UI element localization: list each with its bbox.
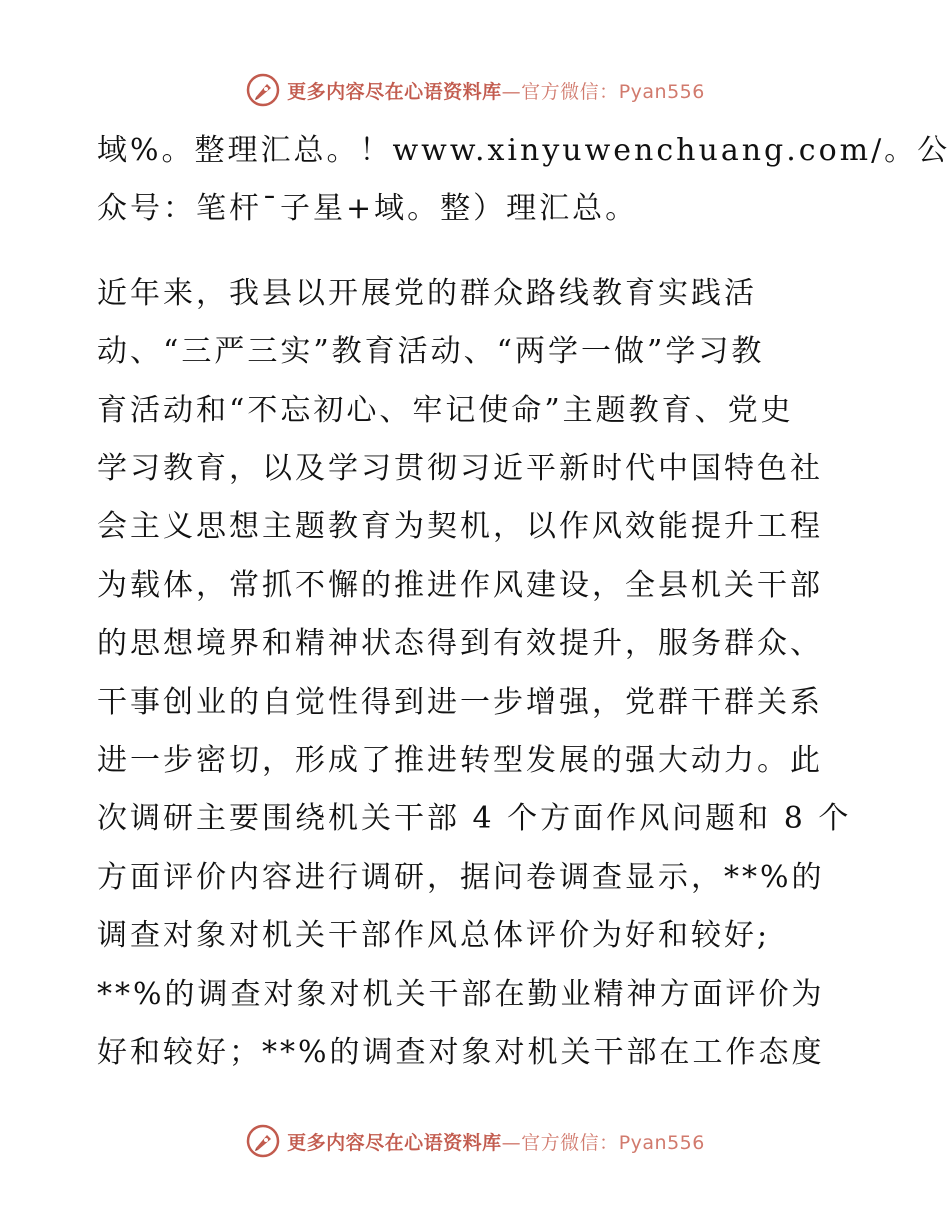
footer-banner-main: 更多内容尽在心语资料库 — [287, 1131, 502, 1154]
text-line: 为载体，常抓不懈的推进作风建设，全县机关干部 — [97, 567, 823, 603]
text-line: 方面评价内容进行调研，据问卷调查显示，**%的 — [97, 859, 825, 895]
pen-nib-logo-icon — [245, 1123, 281, 1159]
text-line: 育活动和“不忘初心、牢记使命”主题教育、党史 — [97, 392, 794, 428]
text-line: 会主义思想主题教育为契机，以作风效能提升工程 — [97, 509, 823, 545]
text-line: 进一步密切，形成了推进转型发展的强大动力。此 — [97, 743, 823, 779]
text-line: **%的调查对象对机关干部在勤业精神方面评价为 — [97, 976, 825, 1012]
text-line: 域%。整理汇总。！www.xinyuwenchuang.com/。公 — [97, 133, 950, 168]
text-line: 学习教育，以及学习贯彻习近平新时代中国特色社 — [97, 451, 823, 487]
header-banner-id: Pyan556 — [618, 80, 705, 103]
footer-watermark-banner — [0, 1121, 950, 1161]
text-line: 的思想境界和精神状态得到有效提升，服务群众、 — [97, 626, 823, 662]
header-watermark-banner — [0, 70, 950, 110]
text-line: 次调研主要围绕机关干部 4 个方面作风问题和 8 个 — [97, 801, 852, 837]
header-banner-text — [287, 77, 705, 104]
paragraph-2 — [97, 265, 853, 1083]
text-line: 调查对象对机关干部作风总体评价为好和较好; — [97, 918, 771, 954]
text-line: 众号：笔杆¯子星+域。整）理汇总。 — [97, 191, 639, 227]
footer-banner-id: Pyan556 — [618, 1131, 705, 1154]
text-line: 好和较好；**%的调查对象对机关干部在工作态度 — [97, 1035, 825, 1071]
pen-nib-logo-icon — [245, 72, 281, 108]
header-banner-main: 更多内容尽在心语资料库 — [287, 80, 502, 103]
text-line: 动、“三严三实”教育活动、“两学一做”学习教 — [97, 334, 765, 370]
document-body — [97, 122, 950, 1083]
paragraph-1 — [97, 122, 950, 239]
footer-banner-sep: —官方微信： — [501, 1131, 619, 1154]
text-line: 干事创业的自觉性得到进一步增强，党群干群关系 — [97, 684, 823, 720]
text-line: 近年来，我县以开展党的群众路线教育实践活 — [97, 275, 757, 311]
header-banner-sep: —官方微信： — [501, 80, 619, 103]
footer-banner-text — [287, 1128, 705, 1155]
